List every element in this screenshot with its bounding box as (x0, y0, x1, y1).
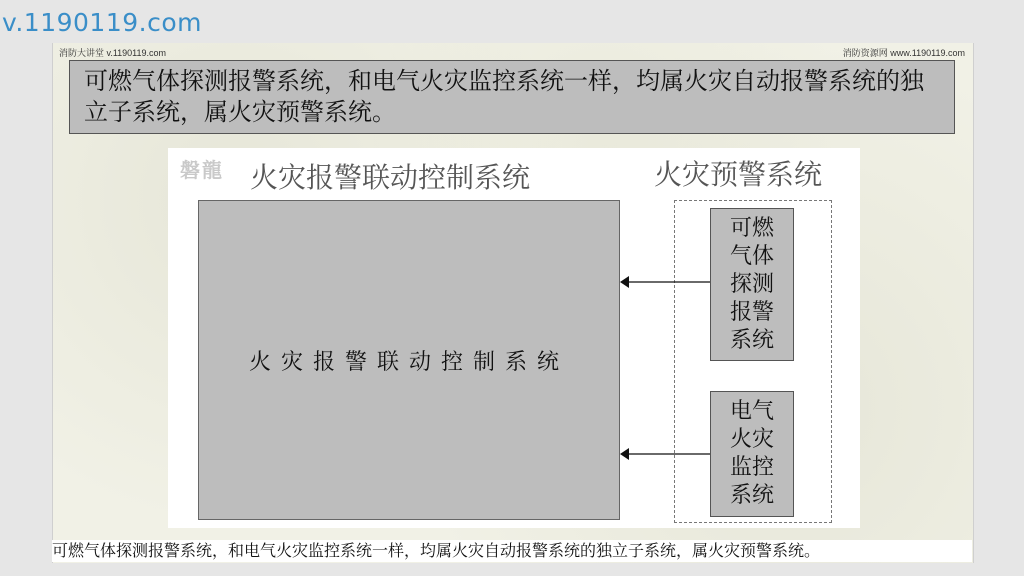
slide-header-right: 消防资源网 www.1190119.com (842, 48, 965, 58)
logo: 磐龍 (180, 158, 224, 182)
caption: 可燃气体探测报警系统，和电气火灾监控系统一样，均属火灾自动报警系统的独立子系统，属火灾预警系统。 (52, 540, 972, 562)
electrical-fire-monitor-label: 电气火灾监控系统 (729, 399, 774, 508)
electrical-fire-monitor-box (710, 391, 794, 517)
gas-detection-box (710, 208, 794, 361)
slide-header-left: 消防大讲堂 v.1190119.com (59, 48, 167, 58)
slide (52, 43, 974, 563)
site-watermark: v.1190119.com (2, 8, 202, 37)
arrow-electrical-to-control (620, 446, 710, 462)
control-box-label: 火灾报警联动控制系统 (248, 349, 569, 375)
arrow-gas-to-control (620, 274, 710, 290)
diagram (168, 148, 860, 528)
left-heading: 火灾报警联动控制系统 (250, 161, 531, 194)
fire-alarm-control-box (198, 200, 620, 520)
gas-detection-label: 可燃气体探测报警系统 (729, 215, 774, 353)
slide-title: 可燃气体探测报警系统，和电气火灾监控系统一样，均属火灾自动报警系统的独立子系统，属火灾预警系统。 (69, 60, 955, 134)
right-heading: 火灾预警系统 (654, 158, 823, 191)
